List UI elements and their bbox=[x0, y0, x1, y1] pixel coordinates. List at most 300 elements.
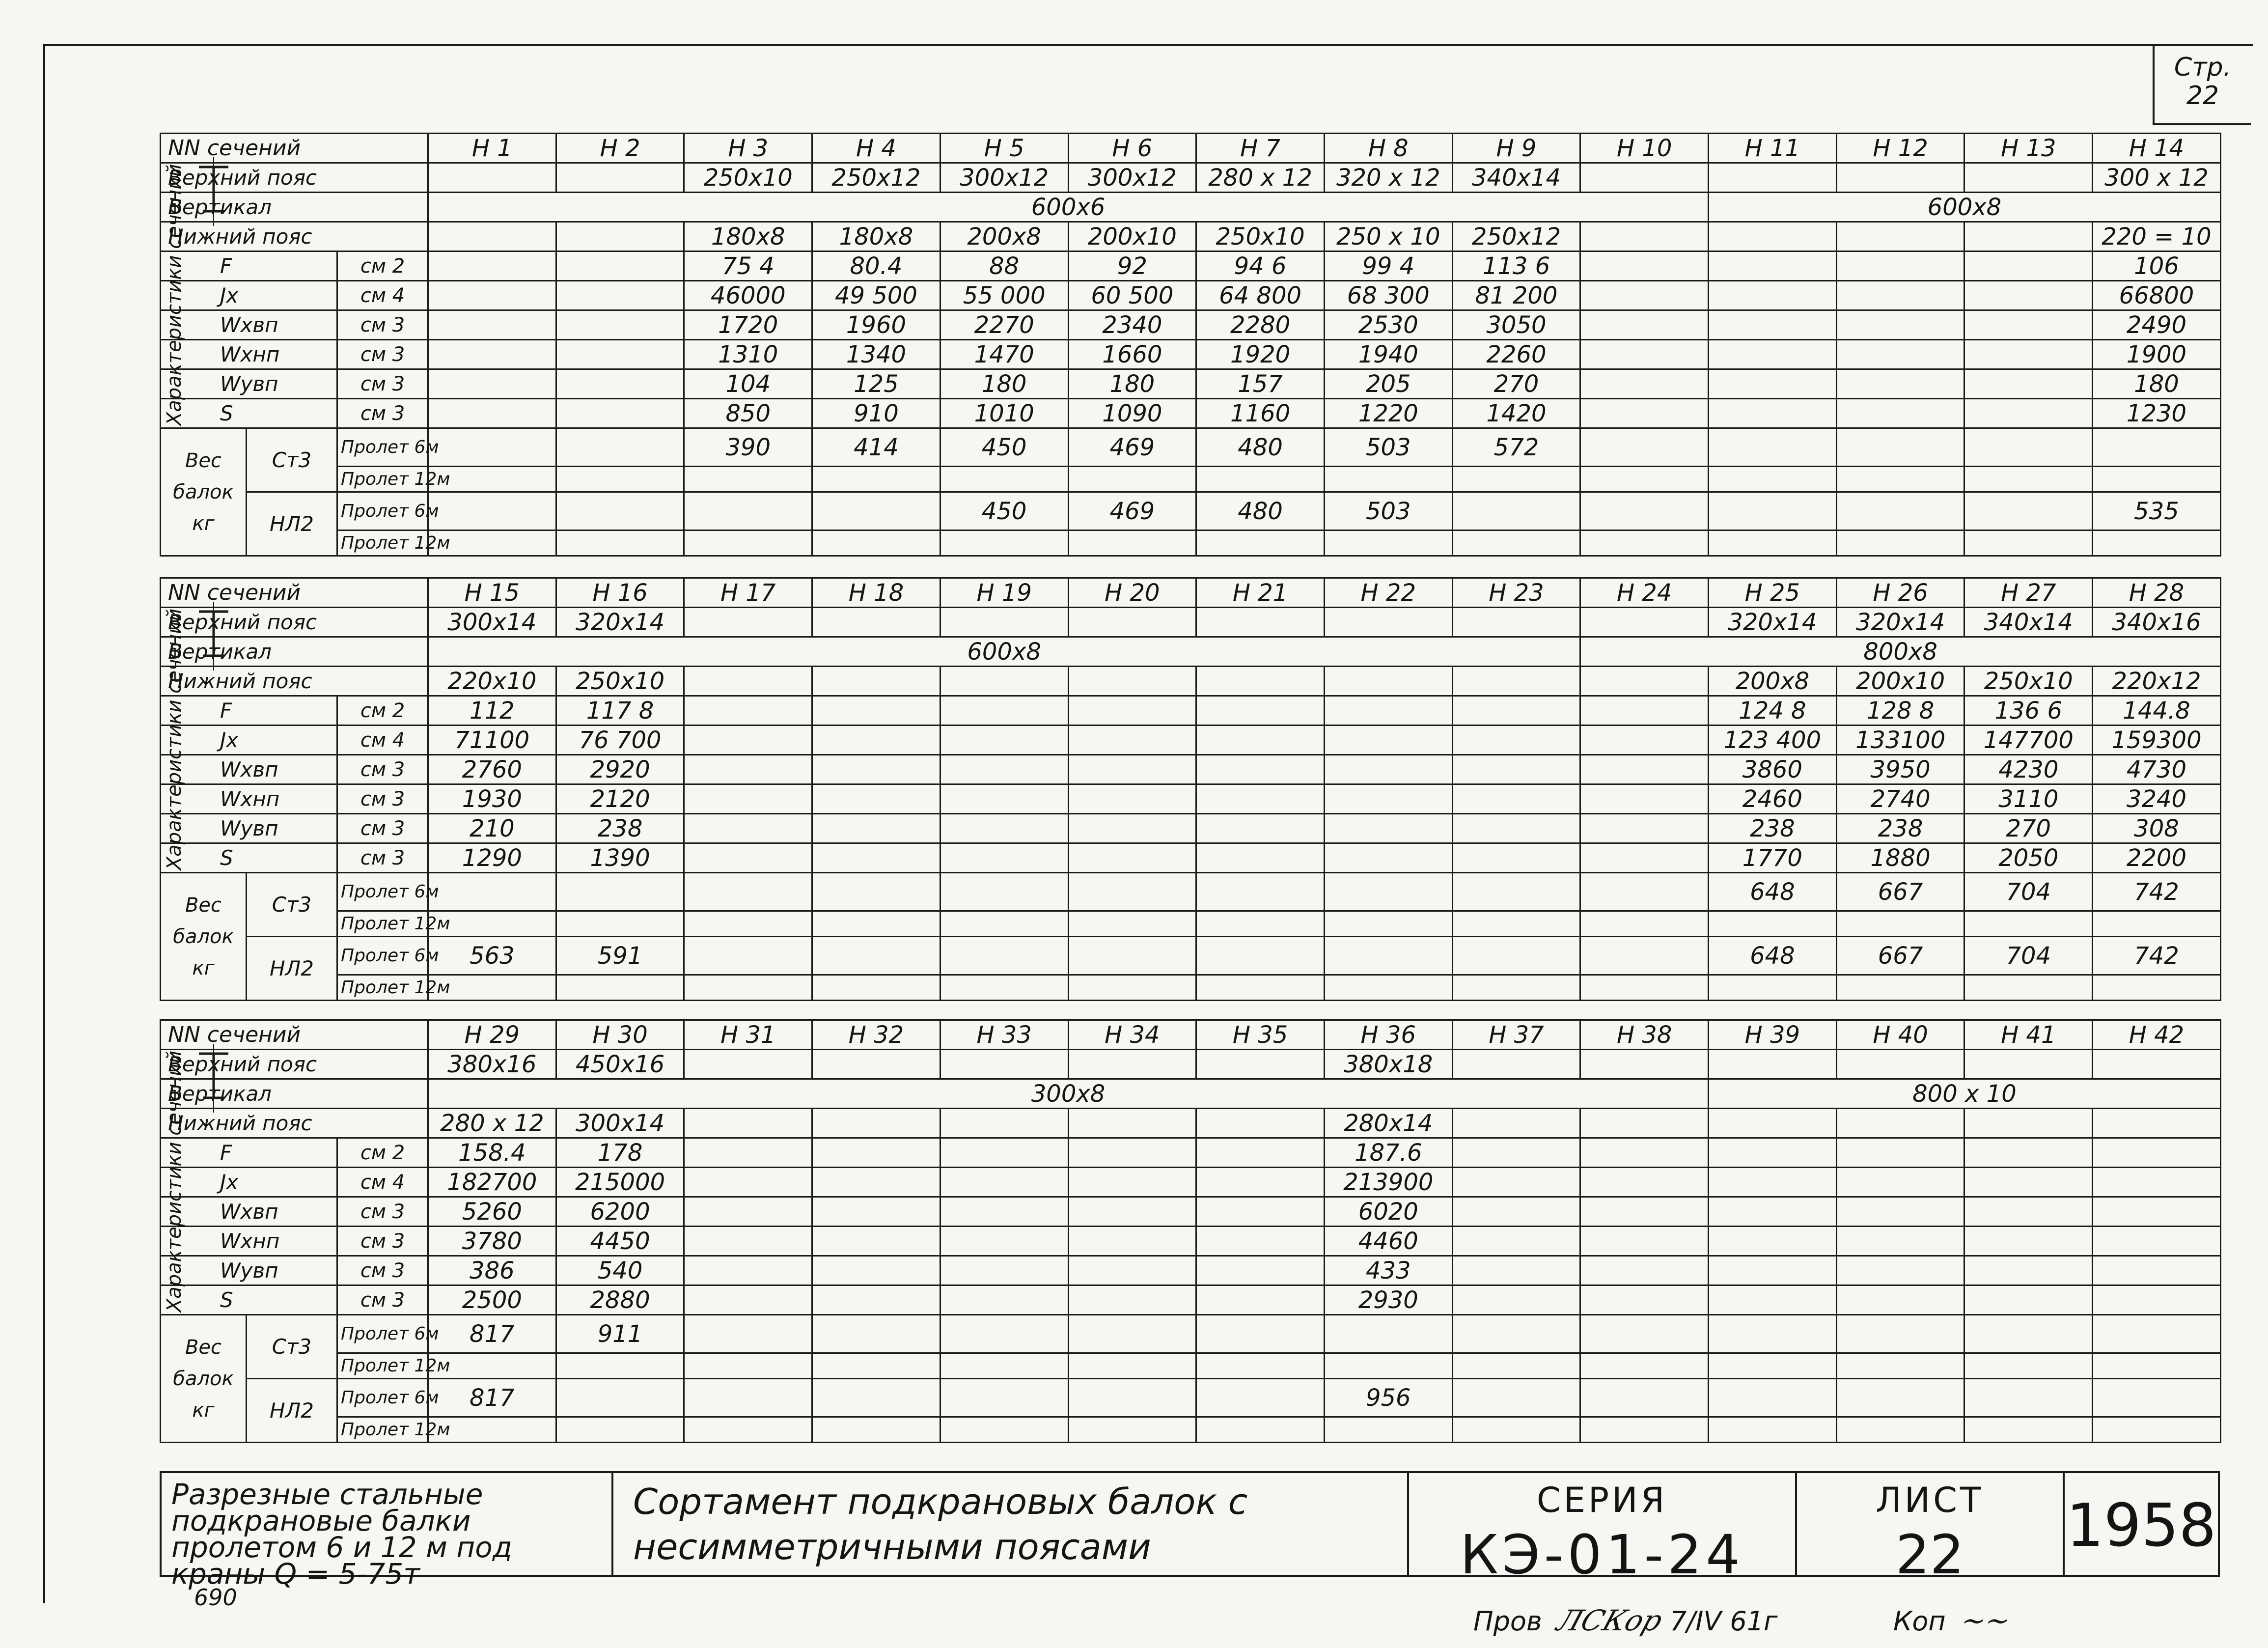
weight-label-kg: кг bbox=[192, 512, 215, 535]
char-value-s bbox=[940, 1285, 1068, 1315]
span-label-span6: Пролет 6м bbox=[337, 492, 428, 531]
weight-value bbox=[812, 937, 940, 975]
char-value-wxvp: 6020 bbox=[1324, 1197, 1452, 1227]
char-value-jx bbox=[1196, 1168, 1325, 1197]
char-value-wyvp: 270 bbox=[1964, 814, 2093, 843]
char-value-wxnp: 4460 bbox=[1324, 1227, 1452, 1256]
weight-value bbox=[940, 467, 1068, 492]
char-value-s bbox=[1324, 843, 1452, 873]
char-value-jx: 76 700 bbox=[556, 726, 684, 755]
weight-label bbox=[161, 873, 247, 1001]
weight-value bbox=[940, 1379, 1068, 1417]
char-value-wxvp: 4230 bbox=[1964, 755, 2093, 784]
char-value-wxnp bbox=[1196, 1227, 1325, 1256]
char-value-f bbox=[2093, 1138, 2221, 1168]
char-value-wyvp bbox=[1196, 1256, 1325, 1285]
char-value-f: 106 bbox=[2093, 251, 2221, 281]
weight-value bbox=[1324, 1315, 1452, 1353]
char-value-wxnp bbox=[1196, 784, 1325, 814]
weight-value bbox=[1709, 531, 1837, 556]
weight-value bbox=[940, 911, 1068, 937]
char-unit-wxvp: см 3 bbox=[337, 755, 428, 784]
footer-checked-signature: ЛСКор bbox=[1552, 1604, 1667, 1637]
weight-value bbox=[556, 1417, 684, 1443]
char-value-s bbox=[1196, 1285, 1325, 1315]
char-value-wxvp bbox=[940, 755, 1068, 784]
char-value-wxvp bbox=[1580, 1197, 1709, 1227]
weight-value bbox=[684, 911, 812, 937]
weight-value bbox=[684, 1353, 812, 1379]
weight-value bbox=[1709, 1417, 1837, 1443]
char-value-s bbox=[1196, 843, 1325, 873]
char-value-f: 113 6 bbox=[1452, 251, 1580, 281]
weight-value bbox=[812, 873, 940, 911]
char-value-s: 910 bbox=[812, 399, 940, 428]
section-name: Н 27 bbox=[1964, 578, 2093, 608]
char-value-s bbox=[1964, 399, 2093, 428]
section-name: Н 6 bbox=[1068, 134, 1196, 163]
weight-value bbox=[1580, 467, 1709, 492]
char-value-wyvp bbox=[684, 1256, 812, 1285]
char-value-f bbox=[1964, 251, 2093, 281]
bottom-flange-value: 200х8 bbox=[940, 222, 1068, 251]
bottom-flange-value bbox=[1452, 667, 1580, 696]
weight-value bbox=[940, 1353, 1068, 1379]
char-unit-wxnp: см 3 bbox=[337, 784, 428, 814]
char-value-wxnp bbox=[1580, 784, 1709, 814]
bottom-flange-value: 280х14 bbox=[1324, 1109, 1452, 1138]
char-value-wyvp: 180 bbox=[940, 369, 1068, 399]
char-value-f: 99 4 bbox=[1324, 251, 1452, 281]
weight-value bbox=[1196, 873, 1325, 911]
top-flange-value: 280 х 12 bbox=[1196, 163, 1325, 193]
steel-class-st3: Ст3 bbox=[247, 873, 337, 937]
weight-value bbox=[684, 467, 812, 492]
weight-value bbox=[1452, 492, 1580, 531]
weight-value bbox=[812, 1315, 940, 1353]
weight-value bbox=[1836, 911, 1964, 937]
char-value-s: 2880 bbox=[556, 1285, 684, 1315]
top-flange-value bbox=[1324, 608, 1452, 637]
char-value-f bbox=[940, 696, 1068, 726]
char-label-f: F bbox=[161, 1138, 337, 1168]
char-value-jx bbox=[1580, 281, 1709, 310]
section-name: Н 34 bbox=[1068, 1020, 1196, 1050]
char-value-wxnp bbox=[812, 784, 940, 814]
char-value-jx: 49 500 bbox=[812, 281, 940, 310]
top-flange-value bbox=[428, 163, 556, 193]
characteristics-vertical-label bbox=[160, 607, 189, 872]
weight-value bbox=[1709, 911, 1837, 937]
page-stamp-caption: Стр. bbox=[2174, 53, 2232, 82]
char-value-f bbox=[1709, 251, 1837, 281]
weight-value: 450 bbox=[940, 492, 1068, 531]
section-name: Н 9 bbox=[1452, 134, 1580, 163]
bottom-flange-value bbox=[812, 667, 940, 696]
char-value-f: 124 8 bbox=[1709, 696, 1837, 726]
char-value-jx bbox=[1068, 1168, 1196, 1197]
char-value-f bbox=[1836, 251, 1964, 281]
char-value-jx: 159300 bbox=[2093, 726, 2221, 755]
top-flange-value: 380х16 bbox=[428, 1050, 556, 1079]
weight-value bbox=[940, 1417, 1068, 1443]
char-value-jx: 55 000 bbox=[940, 281, 1068, 310]
section-table-3 bbox=[160, 1019, 2221, 1443]
char-value-wxnp bbox=[940, 1227, 1068, 1256]
bottom-flange-value: 250х10 bbox=[1196, 222, 1325, 251]
top-flange-label: Верхний пояс bbox=[161, 163, 428, 193]
weight-value: 480 bbox=[1196, 492, 1325, 531]
char-value-wxvp bbox=[1580, 755, 1709, 784]
section-name: Н 4 bbox=[812, 134, 940, 163]
weight-value bbox=[812, 1379, 940, 1417]
char-value-s: 1230 bbox=[2093, 399, 2221, 428]
char-value-wxvp bbox=[1836, 1197, 1964, 1227]
weight-value bbox=[1836, 1315, 1964, 1353]
top-flange-value: 340х14 bbox=[1964, 608, 2093, 637]
char-value-wxvp: 3860 bbox=[1709, 755, 1837, 784]
span-label-span12: Пролет 12м bbox=[337, 1353, 428, 1379]
char-value-f bbox=[940, 1138, 1068, 1168]
section-name: Н 30 bbox=[556, 1020, 684, 1050]
title-block-sheet bbox=[1797, 1473, 2065, 1586]
char-value-jx bbox=[1196, 726, 1325, 755]
section-name: Н 26 bbox=[1836, 578, 1964, 608]
char-unit-wxvp: см 3 bbox=[337, 1197, 428, 1227]
span-label-span12: Пролет 12м bbox=[337, 467, 428, 492]
char-value-f bbox=[428, 251, 556, 281]
char-value-f: 75 4 bbox=[684, 251, 812, 281]
char-value-wxvp bbox=[1709, 1197, 1837, 1227]
weight-value bbox=[1580, 531, 1709, 556]
weight-value bbox=[1964, 1417, 2093, 1443]
char-value-s: 1390 bbox=[556, 843, 684, 873]
top-flange-value bbox=[2093, 1050, 2221, 1079]
char-value-s bbox=[1580, 399, 1709, 428]
char-value-wyvp: 540 bbox=[556, 1256, 684, 1285]
section-name: Н 12 bbox=[1836, 134, 1964, 163]
bottom-flange-value: 250х12 bbox=[1452, 222, 1580, 251]
top-flange-value: 300х12 bbox=[940, 163, 1068, 193]
weight-value bbox=[2093, 1353, 2221, 1379]
sheet-value: 22 bbox=[1895, 1523, 1964, 1586]
top-flange-value bbox=[1580, 1050, 1709, 1079]
char-value-wxnp: 3240 bbox=[2093, 784, 2221, 814]
weight-value bbox=[1068, 1353, 1196, 1379]
weight-value bbox=[1196, 975, 1325, 1001]
section-name: Н 5 bbox=[940, 134, 1068, 163]
bottom-flange-value bbox=[1580, 222, 1709, 251]
char-value-s bbox=[1452, 843, 1580, 873]
char-value-wyvp: 125 bbox=[812, 369, 940, 399]
weight-value bbox=[2093, 975, 2221, 1001]
weight-value bbox=[1964, 1353, 2093, 1379]
bottom-flange-value bbox=[1068, 1109, 1196, 1138]
char-value-f: 112 bbox=[428, 696, 556, 726]
char-value-wyvp bbox=[684, 814, 812, 843]
char-value-f: 92 bbox=[1068, 251, 1196, 281]
char-value-wxnp bbox=[2093, 1227, 2221, 1256]
char-value-wxnp bbox=[1580, 340, 1709, 369]
page-stamp-number: 22 bbox=[2186, 81, 2219, 111]
char-value-jx bbox=[1836, 1168, 1964, 1197]
top-flange-value: 300х14 bbox=[428, 608, 556, 637]
weight-label-weight: Вес bbox=[185, 449, 222, 472]
bottom-flange-value: 300х14 bbox=[556, 1109, 684, 1138]
ibeam-icon bbox=[194, 152, 233, 231]
bottom-flange-value bbox=[1196, 1109, 1325, 1138]
weight-value bbox=[1452, 1353, 1580, 1379]
char-value-wxvp bbox=[684, 755, 812, 784]
span-label-span6: Пролет 6м bbox=[337, 1315, 428, 1353]
weight-value bbox=[1452, 1379, 1580, 1417]
steel-class-nl2: НЛ2 bbox=[247, 492, 337, 556]
weight-value bbox=[2093, 428, 2221, 467]
char-value-f bbox=[556, 251, 684, 281]
characteristics-vertical-label bbox=[160, 162, 189, 427]
weight-value: 535 bbox=[2093, 492, 2221, 531]
weight-value bbox=[1452, 975, 1580, 1001]
char-unit-wxvp: см 3 bbox=[337, 310, 428, 340]
weight-value bbox=[1964, 911, 2093, 937]
title-block bbox=[160, 1471, 2220, 1591]
char-value-s bbox=[1580, 843, 1709, 873]
nn-header: NN сечений bbox=[161, 134, 428, 163]
top-flange-value: 340х16 bbox=[2093, 608, 2221, 637]
weight-label-weight: Вес bbox=[185, 1336, 222, 1359]
top-flange-value bbox=[684, 608, 812, 637]
weight-value bbox=[1324, 873, 1452, 911]
ibeam-icon bbox=[194, 1039, 233, 1117]
char-value-wyvp bbox=[2093, 1256, 2221, 1285]
weight-value bbox=[1836, 467, 1964, 492]
char-value-jx: 215000 bbox=[556, 1168, 684, 1197]
section-name: Н 7 bbox=[1196, 134, 1325, 163]
title-block-description: Разрезные стальные подкрановые балки пролетом 6 и 12 м под краны Q = 5-75т bbox=[162, 1473, 613, 1575]
weight-label-beams: балок bbox=[173, 925, 234, 948]
char-value-s: 1420 bbox=[1452, 399, 1580, 428]
char-value-s: 1160 bbox=[1196, 399, 1325, 428]
char-value-f: 158.4 bbox=[428, 1138, 556, 1168]
char-value-wxnp bbox=[812, 1227, 940, 1256]
char-value-jx: 133100 bbox=[1836, 726, 1964, 755]
char-value-jx bbox=[940, 726, 1068, 755]
char-unit-jx: см 4 bbox=[337, 1168, 428, 1197]
section-name: Н 40 bbox=[1836, 1020, 1964, 1050]
char-value-jx bbox=[1452, 726, 1580, 755]
char-value-wxnp bbox=[1964, 340, 2093, 369]
weight-value bbox=[812, 911, 940, 937]
char-value-s bbox=[1452, 1285, 1580, 1315]
section-name: Н 36 bbox=[1324, 1020, 1452, 1050]
char-value-wxvp bbox=[1068, 1197, 1196, 1227]
section-name: Н 25 bbox=[1709, 578, 1837, 608]
weight-value bbox=[1068, 1417, 1196, 1443]
char-value-f bbox=[684, 696, 812, 726]
char-value-wyvp bbox=[1452, 1256, 1580, 1285]
char-value-wxvp: 1960 bbox=[812, 310, 940, 340]
span-label-span12: Пролет 12м bbox=[337, 531, 428, 556]
weight-value bbox=[1196, 1417, 1325, 1443]
weight-value bbox=[1324, 1417, 1452, 1443]
weight-value bbox=[1964, 975, 2093, 1001]
weight-value bbox=[1324, 911, 1452, 937]
char-value-wxnp: 2260 bbox=[1452, 340, 1580, 369]
section-name: Н 20 bbox=[1068, 578, 1196, 608]
section-name: Н 22 bbox=[1324, 578, 1452, 608]
char-value-jx: 46000 bbox=[684, 281, 812, 310]
footer-number: 690 bbox=[194, 1584, 237, 1611]
top-flange-value bbox=[812, 1050, 940, 1079]
char-value-wxvp: 6200 bbox=[556, 1197, 684, 1227]
weight-value bbox=[1196, 937, 1325, 975]
section-name: Н 33 bbox=[940, 1020, 1068, 1050]
weight-value: 667 bbox=[1836, 937, 1964, 975]
weight-value bbox=[1196, 531, 1325, 556]
char-value-wyvp bbox=[1068, 1256, 1196, 1285]
char-value-f bbox=[1452, 696, 1580, 726]
weight-value bbox=[2093, 911, 2221, 937]
section-name: Н 31 bbox=[684, 1020, 812, 1050]
char-value-wxvp bbox=[1964, 310, 2093, 340]
char-value-wyvp bbox=[1964, 369, 2093, 399]
top-flange-value: 320х14 bbox=[1709, 608, 1837, 637]
weight-value bbox=[940, 937, 1068, 975]
char-value-jx bbox=[1709, 1168, 1837, 1197]
bottom-flange-value bbox=[812, 1109, 940, 1138]
top-flange-value bbox=[812, 608, 940, 637]
top-flange-value bbox=[1452, 1050, 1580, 1079]
weight-value bbox=[1196, 911, 1325, 937]
weight-value bbox=[2093, 467, 2221, 492]
top-flange-value bbox=[1964, 163, 2093, 193]
weight-value bbox=[1196, 467, 1325, 492]
char-value-wyvp bbox=[812, 1256, 940, 1285]
bottom-flange-value bbox=[1836, 222, 1964, 251]
weight-value: 956 bbox=[1324, 1379, 1452, 1417]
char-label-wxnp: Wxнп bbox=[161, 340, 337, 369]
char-value-s: 1220 bbox=[1324, 399, 1452, 428]
char-label-wxvp: Wxвп bbox=[161, 310, 337, 340]
web-group-1: 600х8 bbox=[428, 637, 1580, 667]
char-value-wxnp bbox=[940, 784, 1068, 814]
top-flange-value bbox=[940, 1050, 1068, 1079]
weight-value bbox=[1324, 531, 1452, 556]
char-value-wxnp: 1900 bbox=[2093, 340, 2221, 369]
weight-value bbox=[812, 492, 940, 531]
char-value-wyvp: 238 bbox=[1836, 814, 1964, 843]
weight-value bbox=[940, 1315, 1068, 1353]
weight-value bbox=[556, 1353, 684, 1379]
char-value-wyvp bbox=[1964, 1256, 2093, 1285]
char-value-wxnp bbox=[1836, 1227, 1964, 1256]
char-value-wxnp: 1660 bbox=[1068, 340, 1196, 369]
weight-value bbox=[684, 492, 812, 531]
char-value-wxnp bbox=[1452, 784, 1580, 814]
section-name: Н 10 bbox=[1580, 134, 1709, 163]
bottom-flange-value: 250х10 bbox=[1964, 667, 2093, 696]
char-label-s: S bbox=[161, 843, 337, 873]
char-value-jx: 66800 bbox=[2093, 281, 2221, 310]
weight-value bbox=[2093, 1315, 2221, 1353]
weight-label-kg: кг bbox=[192, 956, 215, 979]
char-value-wxvp bbox=[2093, 1197, 2221, 1227]
weight-value bbox=[1452, 873, 1580, 911]
span-label-span6: Пролет 6м bbox=[337, 428, 428, 467]
footer-copy bbox=[1893, 1604, 2016, 1637]
char-value-s bbox=[1709, 399, 1837, 428]
weight-value bbox=[1068, 975, 1196, 1001]
char-value-wyvp: 308 bbox=[2093, 814, 2221, 843]
weight-value bbox=[940, 873, 1068, 911]
char-value-s: 1290 bbox=[428, 843, 556, 873]
top-flange-value: 320х14 bbox=[556, 608, 684, 637]
top-flange-value: 340х14 bbox=[1452, 163, 1580, 193]
char-value-f bbox=[1580, 696, 1709, 726]
char-value-jx bbox=[2093, 1168, 2221, 1197]
weight-value bbox=[2093, 1379, 2221, 1417]
char-value-wxvp: 2280 bbox=[1196, 310, 1325, 340]
char-unit-wxnp: см 3 bbox=[337, 1227, 428, 1256]
char-value-f bbox=[1964, 1138, 2093, 1168]
top-flange-value: 450х16 bbox=[556, 1050, 684, 1079]
char-label-wxnp: Wxнп bbox=[161, 1227, 337, 1256]
weight-value bbox=[1964, 428, 2093, 467]
char-unit-s: см 3 bbox=[337, 1285, 428, 1315]
bottom-flange-value bbox=[1324, 667, 1452, 696]
weight-value bbox=[428, 428, 556, 467]
weight-value: 817 bbox=[428, 1315, 556, 1353]
char-label-f: F bbox=[161, 696, 337, 726]
weight-label bbox=[161, 1315, 247, 1443]
char-value-wxvp: 5260 bbox=[428, 1197, 556, 1227]
char-unit-s: см 3 bbox=[337, 399, 428, 428]
bottom-flange-value bbox=[1452, 1109, 1580, 1138]
char-value-s bbox=[1709, 1285, 1837, 1315]
nn-header: NN сечений bbox=[161, 578, 428, 608]
weight-value bbox=[684, 937, 812, 975]
char-value-f: 144.8 bbox=[2093, 696, 2221, 726]
footer-checked bbox=[1473, 1604, 1777, 1637]
weight-value bbox=[812, 1353, 940, 1379]
bottom-flange-value bbox=[1709, 1109, 1837, 1138]
char-value-wxnp: 2740 bbox=[1836, 784, 1964, 814]
char-value-wxvp: 3950 bbox=[1836, 755, 1964, 784]
weight-value bbox=[1452, 1417, 1580, 1443]
bottom-flange-label: Нижний пояс bbox=[161, 222, 428, 251]
char-value-wxnp bbox=[556, 340, 684, 369]
char-value-jx: 213900 bbox=[1324, 1168, 1452, 1197]
top-flange-value bbox=[1709, 163, 1837, 193]
char-value-wxvp bbox=[1196, 755, 1325, 784]
footer-copy-signature: ~~ bbox=[1956, 1604, 2016, 1637]
char-label-wyvp: Wyвп bbox=[161, 814, 337, 843]
char-value-s bbox=[1068, 843, 1196, 873]
char-value-wxnp: 4450 bbox=[556, 1227, 684, 1256]
char-label-f: F bbox=[161, 251, 337, 281]
char-value-wxnp bbox=[428, 340, 556, 369]
weight-value bbox=[684, 1315, 812, 1353]
weight-value bbox=[1068, 911, 1196, 937]
char-value-wxvp: 3050 bbox=[1452, 310, 1580, 340]
char-label-wxvp: Wxвп bbox=[161, 755, 337, 784]
char-value-jx bbox=[1580, 726, 1709, 755]
section-table-2 bbox=[160, 577, 2221, 1001]
char-value-jx bbox=[684, 726, 812, 755]
weight-value bbox=[1068, 1315, 1196, 1353]
section-name: Н 11 bbox=[1709, 134, 1837, 163]
characteristics-text: Характеристики сечений bbox=[163, 164, 186, 426]
